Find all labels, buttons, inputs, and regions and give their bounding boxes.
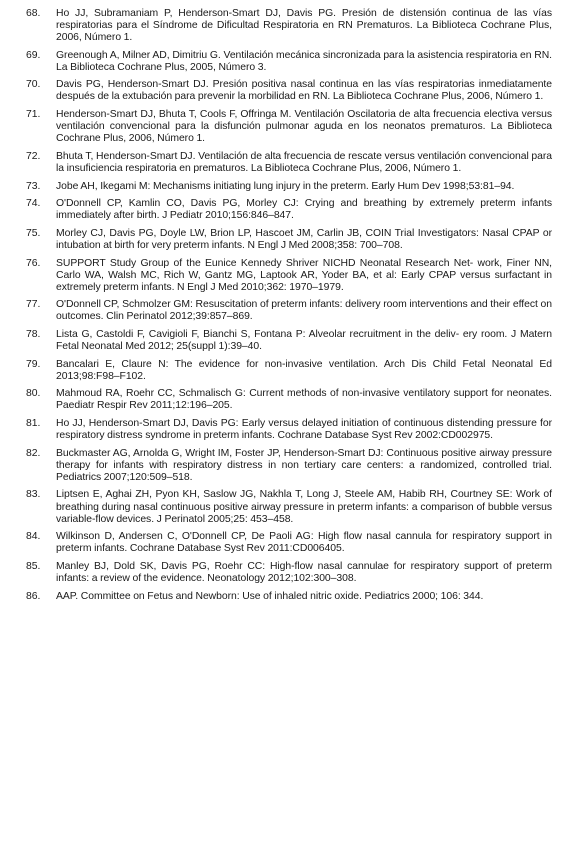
reference-text: Ho JJ, Henderson-Smart DJ, Davis PG: Early versus delayed initiation of continuous distending pressure for respiratory distress syndrome in preterm infants. Cochrane Database Syst Rev 2002:CD002975. bbox=[56, 418, 552, 442]
reference-number: 78. bbox=[26, 328, 41, 340]
reference-text: Wilkinson D, Andersen C, O'Donnell CP, De Paoli AG: High flow nasal cannula for respiratory support in preterm infants. Cochrane Database Syst Rev 2011:CD006405. bbox=[56, 531, 552, 555]
reference-text: Henderson-Smart DJ, Bhuta T, Cools F, Offringa M. Ventilación Oscilatoria de alta frecuencia electiva versus ventilación convencional para la disfunción pulmonar aguda en los neonatos prematuros. La Biblioteca Cochrane Plus, 2006, Número 1. bbox=[56, 109, 552, 145]
reference-text: Greenough A, Milner AD, Dimitriu G. Ventilación mecánica sincronizada para la asistencia respiratoria en RN. La Biblioteca Cochrane Plus, 2005, Número 3. bbox=[56, 49, 552, 73]
reference-item bbox=[26, 8, 552, 44]
reference-number: 75. bbox=[26, 227, 41, 239]
reference-number: 84. bbox=[26, 531, 41, 543]
reference-item bbox=[26, 418, 552, 442]
reference-item bbox=[26, 109, 552, 145]
reference-text: O'Donnell CP, Schmolzer GM: Resuscitation of preterm infants: delivery room interventions and their effect on outcomes. Clin Perinatol 2012;39:857–869. bbox=[56, 299, 552, 323]
reference-number: 72. bbox=[26, 150, 41, 162]
reference-item bbox=[26, 50, 552, 74]
reference-text: O'Donnell CP, Kamlin CO, Davis PG, Morley CJ: Crying and breathing by extremely preterm infants immediately after birth. J Pediatr 2010;156:846–847. bbox=[56, 198, 552, 222]
reference-number: 73. bbox=[26, 180, 41, 192]
reference-item bbox=[26, 388, 552, 412]
reference-number: 77. bbox=[26, 299, 41, 311]
reference-text: Mahmoud RA, Roehr CC, Schmalisch G: Current methods of non-invasive ventilatory support for neonates. Paediatr Respir Rev 2011;12:196–205. bbox=[56, 388, 552, 412]
reference-item bbox=[26, 79, 552, 103]
reference-text: Morley CJ, Davis PG, Doyle LW, Brion LP, Hascoet JM, Carlin JB, COIN Trial Investigators: Nasal CPAP or intubation at birth for very preterm infants. N Engl J Med 2008;358: 700–708. bbox=[56, 227, 552, 251]
reference-text: Jobe AH, Ikegami M: Mechanisms initiating lung injury in the preterm. Early Hum Dev 1998;53:81–94. bbox=[56, 180, 515, 192]
reference-item bbox=[26, 258, 552, 294]
reference-item bbox=[26, 531, 552, 555]
reference-text: AAP. Committee on Fetus and Newborn: Use of inhaled nitric oxide. Pediatrics 2000; 106: 344. bbox=[56, 590, 484, 602]
reference-list bbox=[26, 8, 552, 603]
reference-text: Lista G, Castoldi F, Cavigioli F, Bianchi S, Fontana P: Alveolar recruitment in the deliv- ery room. J Matern Fetal Neonatal Med 2012; 25(suppl 1):39–40. bbox=[56, 328, 552, 353]
reference-text: Manley BJ, Dold SK, Davis PG, Roehr CC: High-flow nasal cannulae for respiratory support of preterm infants: a review of the evidence. Neonatology 2012;102:300–308. bbox=[56, 560, 552, 584]
reference-item bbox=[26, 591, 552, 603]
reference-item bbox=[26, 151, 552, 175]
reference-text: SUPPORT Study Group of the Eunice Kennedy Shriver NICHD Neonatal Research Net- work, Finer NN, Carlo WA, Walsh MC, Rich W, Gantz MG, Laptook AR, Yoder BA, et al: Early CPAP versus surfactant in extremely preterm infants. N Engl J Med 2010;362: 1970–1979. bbox=[56, 257, 552, 293]
reference-number: 74. bbox=[26, 198, 41, 210]
reference-item bbox=[26, 299, 552, 323]
reference-number: 76. bbox=[26, 257, 41, 269]
reference-item bbox=[26, 359, 552, 383]
reference-text: Liptsen E, Aghai ZH, Pyon KH, Saslow JG, Nakhla T, Long J, Steele AM, Habib RH, Courtney SE: Work of breathing during nasal continuous positive airway pressure in preterm infants: a comparison of bubble versus variable-flow devices. J Perinatol 2005;25: 453–458. bbox=[56, 489, 552, 525]
reference-number: 68. bbox=[26, 8, 41, 19]
reference-text: Buckmaster AG, Arnolda G, Wright IM, Foster JP, Henderson-Smart DJ: Continuous positive airway pressure therapy for infants with respiratory distress in non tertiary care centers: a randomized, controlled trial. Pediatrics 2007;120:509–518. bbox=[56, 447, 552, 483]
reference-item bbox=[26, 561, 552, 585]
reference-item bbox=[26, 448, 552, 484]
reference-item bbox=[26, 489, 552, 525]
reference-number: 82. bbox=[26, 447, 41, 459]
reference-number: 81. bbox=[26, 418, 41, 430]
reference-item bbox=[26, 228, 552, 252]
reference-number: 83. bbox=[26, 489, 41, 501]
reference-number: 71. bbox=[26, 109, 41, 121]
reference-number: 69. bbox=[26, 49, 41, 61]
reference-text: Bancalari E, Claure N: The evidence for non-invasive ventilation. Arch Dis Child Fetal Neonatal Ed 2013;98:F98–F102. bbox=[56, 358, 552, 382]
reference-number: 79. bbox=[26, 358, 41, 370]
reference-number: 70. bbox=[26, 79, 41, 91]
reference-text: Ho JJ, Subramaniam P, Henderson-Smart DJ, Davis PG. Presión de distensión continua de las vías respiratorias para el Síndrome de Dificultad Respiratoria en RN Prematuros. La Biblioteca Cochrane Plus, 2006, Número 1. bbox=[56, 8, 552, 44]
reference-item bbox=[26, 181, 552, 193]
reference-item bbox=[26, 198, 552, 222]
reference-number: 80. bbox=[26, 388, 41, 400]
reference-number: 86. bbox=[26, 590, 41, 602]
reference-text: Bhuta T, Henderson-Smart DJ. Ventilación de alta frecuencia de rescate versus ventilación convencional para la insuficiencia respiratoria en prematuros. La Biblioteca Cochrane Plus, 2006, Número 1. bbox=[56, 150, 552, 174]
reference-text: Davis PG, Henderson-Smart DJ. Presión positiva nasal continua en las vías respiratorias inmediatamente después de la extubación para prevenir la morbilidad en RN. La Biblioteca Cochrane Plus, 2006, Número 1. bbox=[56, 79, 552, 103]
reference-item bbox=[26, 329, 552, 353]
reference-number: 85. bbox=[26, 560, 41, 572]
